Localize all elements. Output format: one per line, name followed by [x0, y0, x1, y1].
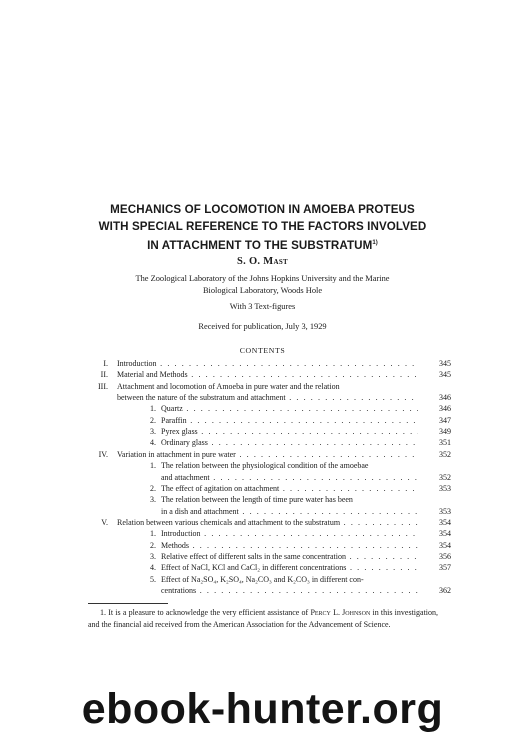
- toc-entry-number: 4.: [150, 438, 156, 448]
- toc-entry-page: 345: [439, 370, 451, 380]
- toc-entry-page: 353: [439, 506, 451, 516]
- toc-entry-title: Methods . . .: [161, 540, 418, 551]
- toc-entry-title: Attachment and locomotion of Amoeba in pure water and the relation: [117, 381, 340, 391]
- toc-entry-number: IV.: [98, 449, 108, 459]
- toc-entry: [0, 528, 525, 539]
- toc-entry-number: 2.: [150, 415, 156, 425]
- toc-entry: [0, 574, 525, 585]
- toc-entry-number: 2.: [150, 540, 156, 550]
- footnote-person: Percy L. Johnson: [310, 608, 371, 617]
- toc-entry-title: in a dish and attachment . . .: [161, 506, 418, 517]
- toc-entry-page: 346: [439, 404, 451, 414]
- toc-entry-title: The relation between the physiological condition of the amoebae: [161, 461, 369, 471]
- affiliation-line: Biological Laboratory, Woods Hole: [202, 286, 323, 295]
- footnote: [88, 607, 438, 631]
- toc-entry-title: centrations . . .: [161, 585, 418, 596]
- toc-entry-page: 352: [439, 472, 451, 482]
- toc-entry-title: The relation between the length of time pure water has been: [161, 495, 353, 505]
- toc-entry-number: 1.: [150, 461, 156, 471]
- title-footnote-marker: 1): [372, 240, 378, 246]
- toc-entry-page: 353: [439, 483, 451, 493]
- toc-entry-page: 346: [439, 393, 451, 403]
- contents-heading: CONTENTS: [239, 346, 286, 355]
- toc-entry-page: 356: [439, 551, 451, 561]
- title-line: MECHANICS OF LOCOMOTION IN AMOEBA PROTEUS: [110, 203, 415, 216]
- toc-entry-page: 354: [439, 540, 451, 550]
- toc-entry-number: 3.: [150, 427, 156, 437]
- toc-entry-page: 354: [439, 517, 451, 527]
- toc-entry: [0, 460, 525, 471]
- affiliation-line: The Zoological Laboratory of the Johns Hopkins University and the Marine: [135, 274, 390, 283]
- watermark: ebook-hunter.org: [81, 685, 444, 733]
- toc-entry-number: 2.: [150, 483, 156, 493]
- toc-entry: [0, 540, 525, 551]
- toc-entry-page: 357: [439, 563, 451, 573]
- toc-entry-page: 349: [439, 427, 451, 437]
- toc-entry-number: I.: [103, 359, 108, 368]
- toc-entry-page: 354: [439, 529, 451, 539]
- toc-entry: [0, 483, 525, 494]
- toc-entry: [0, 415, 525, 426]
- toc-entry-title: The effect of agitation on attachment . . .: [161, 483, 418, 494]
- toc-entry-title: Introduction . . .: [117, 358, 418, 369]
- toc-entry: [0, 517, 525, 528]
- toc-entry-number: III.: [98, 381, 108, 391]
- toc-entry-page: 351: [439, 438, 451, 448]
- toc-entry: [0, 551, 525, 562]
- toc-entry-title: Effect of NaCl, KCl and CaCl₂ in different concentrations . . .: [161, 562, 418, 573]
- toc-entry-title: Pyrex glass . . .: [161, 426, 418, 437]
- toc-entry-title: Material and Methods . . .: [117, 369, 418, 380]
- toc-entry-page: 362: [439, 586, 451, 595]
- footnote-text: in this investigation, and the financial aid received from the American Association for the Advancement of Science.: [88, 608, 439, 629]
- toc-entry-number: II.: [100, 370, 108, 380]
- toc-entry-title: Ordinary glass . . .: [161, 437, 418, 448]
- toc-entry: [0, 472, 525, 483]
- toc-entry: [0, 562, 525, 573]
- author-name: S. O. Mast: [236, 256, 289, 267]
- toc-entry: [0, 403, 525, 414]
- toc-entry-title: and attachment . . .: [161, 472, 418, 483]
- toc-entry-number: 4.: [150, 563, 156, 573]
- toc-entry: [0, 369, 525, 380]
- toc-entry-title: Effect of Na₂SO₄, K₂SO₄, Na₂CO₃ and K₂CO₃ in different con-: [161, 574, 364, 584]
- toc-entry-title: Relation between various chemicals and attachment to the substratum . . .: [117, 517, 418, 528]
- toc-entry-title: Relative effect of different salts in the same concentration . . .: [161, 551, 418, 562]
- toc-entry-number: V.: [101, 517, 108, 527]
- toc-entry-number: 1.: [150, 404, 156, 414]
- title-line-text: IN ATTACHMENT TO THE SUBSTRATUM: [147, 238, 373, 252]
- figures-note: With 3 Text-figures: [229, 302, 296, 311]
- toc-entry-title: Quartz . . .: [161, 403, 418, 414]
- toc-entry-title: between the nature of the substratum and attachment . . .: [117, 392, 418, 403]
- toc-entry: [0, 358, 525, 369]
- toc-entry: [0, 381, 525, 392]
- toc-entry-number: 3.: [150, 495, 156, 505]
- toc-entry: [0, 392, 525, 403]
- toc-entry-title: Introduction . . .: [161, 528, 418, 539]
- toc-entry-title: Paraffin . . .: [161, 415, 418, 426]
- toc-entry-number: 1.: [150, 529, 156, 539]
- toc-entry-page: 352: [439, 449, 451, 459]
- toc-entry: [0, 585, 525, 596]
- toc-entry: [0, 426, 525, 437]
- toc-entry-number: 5.: [150, 574, 156, 584]
- toc-entry-page: 345: [439, 359, 451, 368]
- toc-entry: [0, 494, 525, 505]
- toc-entry-page: 347: [439, 415, 451, 425]
- footnote-rule: [88, 603, 168, 604]
- title-line: WITH SPECIAL REFERENCE TO THE FACTORS INVOLVED: [98, 219, 427, 233]
- received-date: Received for publication, July 3, 1929: [198, 322, 327, 331]
- toc-entry-number: 3.: [150, 551, 156, 561]
- toc-entry: [0, 437, 525, 448]
- footnote-text: 1. It is a pleasure to acknowledge the very efficient assistance of: [100, 608, 311, 617]
- toc-entry: [0, 506, 525, 517]
- toc-entry: [0, 449, 525, 460]
- toc-entry-title: Variation in attachment in pure water . . .: [117, 449, 418, 460]
